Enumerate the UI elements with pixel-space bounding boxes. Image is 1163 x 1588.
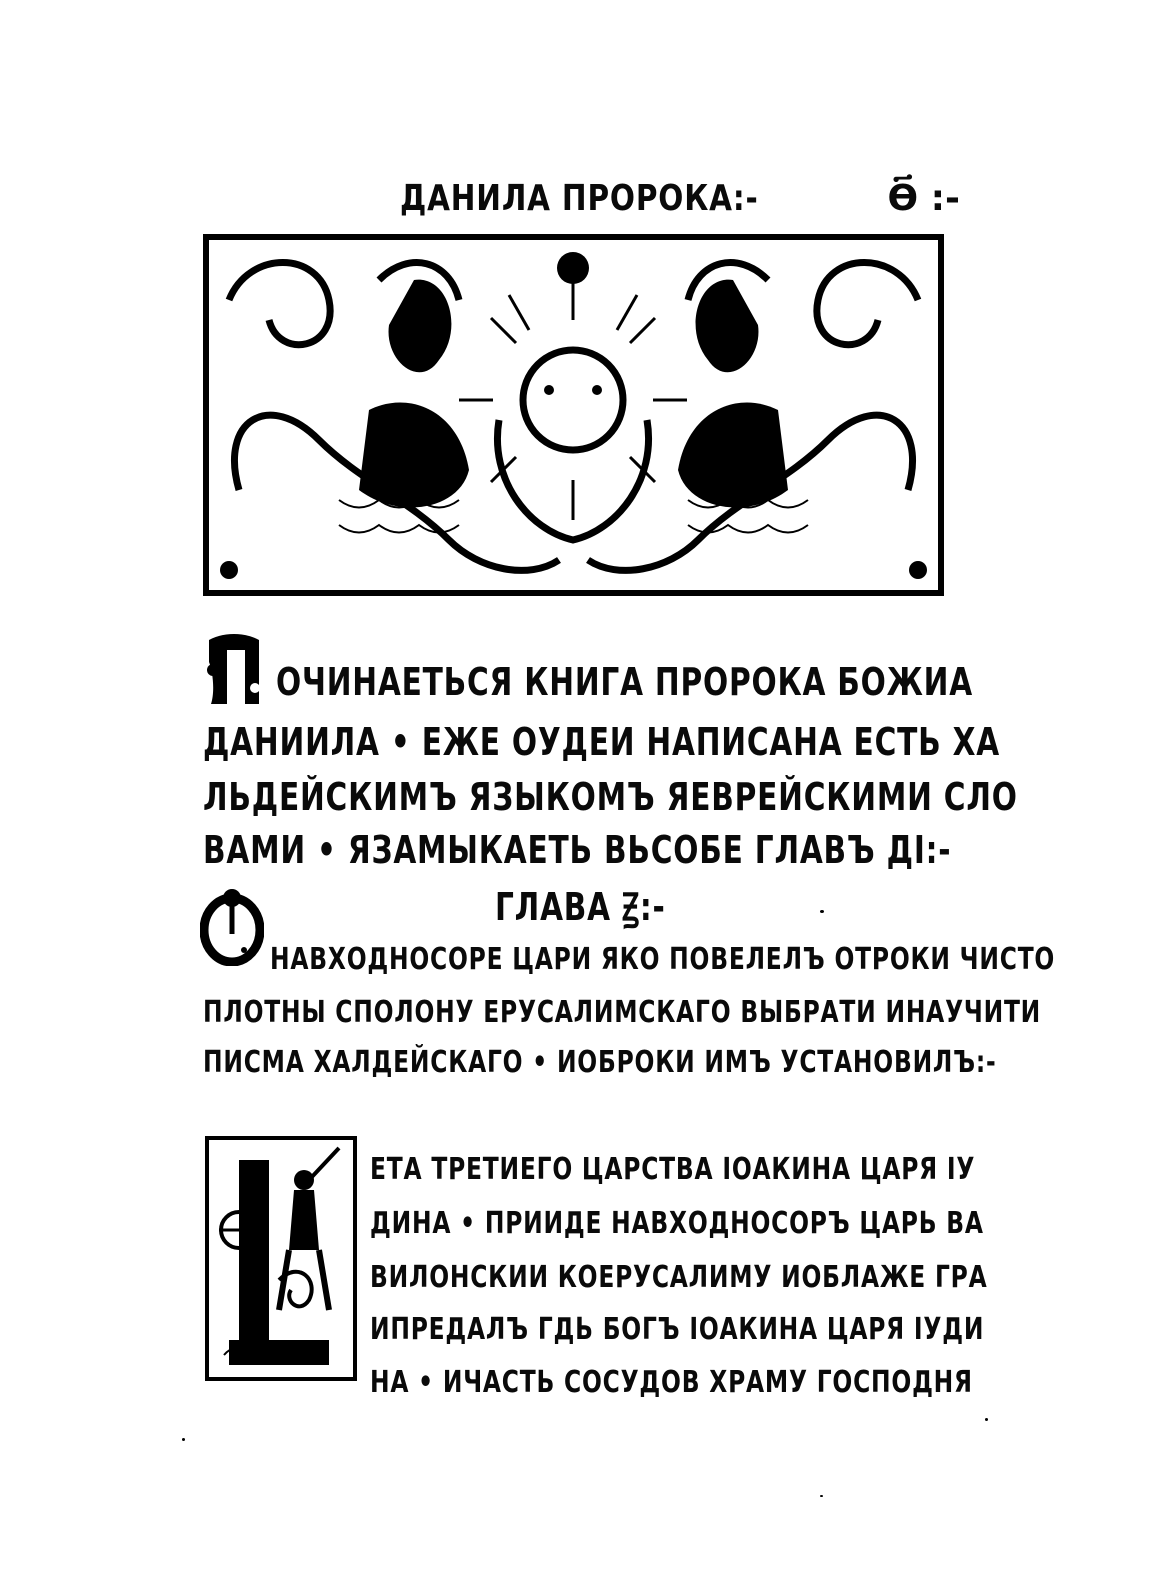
summary-line-2: ПЛОТНЫ СПОЛОНУ ЕРУСАЛИМСКАГО ВЫБРАТИ ИНАУЧИТИ <box>203 995 1042 1030</box>
initial-o-glyph-icon <box>200 884 264 966</box>
summary-line-1: НАВХОДНОСОРЕ ЦАРИ ЯКО ПОВЕЛЕЛЪ ОТРОКИ ЧИСТО <box>270 942 1056 977</box>
historiated-initial-icon <box>209 1140 353 1377</box>
ornamental-woodcut-headpiece-icon <box>209 240 938 590</box>
print-speck <box>820 910 824 913</box>
title-line-4: ВАМИ • ЯЗАМЫКАЕТЬ ВЬСОБЕ ГЛАВЪ ДІ:- <box>203 828 952 872</box>
initial-p-glyph-icon <box>205 632 265 707</box>
print-speck <box>985 1418 988 1421</box>
title-line-2: ДАНИИЛА • ЕЖЕ ОУДЕИ НАПИСАНА ЕСТЬ ХА <box>203 720 1000 764</box>
print-speck <box>820 1495 823 1497</box>
historiated-initial-l <box>205 1136 357 1381</box>
decorated-initial-o <box>200 884 264 966</box>
body-line-3: ВИЛОНСКИИ КОЕРУСАЛИМУ ИОБЛАЖЕ ГРА <box>370 1260 988 1295</box>
folio-number: Ѳ҃ :- <box>887 178 960 219</box>
print-speck <box>182 1438 185 1441</box>
page-header <box>400 178 960 226</box>
title-line-3: ЛЬДЕЙСКИМЪ ЯЗЫКОМЪ ЯЕВРЕЙСКИМИ СЛО <box>203 775 1018 819</box>
chapter-heading: ГЛАВА Ꙃ:- <box>495 885 666 929</box>
body-line-5: НА • ИЧАСТЬ СОСУДОВ ХРАМУ ГОСПОДНЯ <box>370 1365 973 1400</box>
body-line-4: ИПРЕДАЛЪ ГДЬ БОГЪ ІОАКИНА ЦАРЯ ІУДИ <box>370 1312 985 1347</box>
body-line-2: ДИНА • ПРИИДЕ НАВХОДНОСОРЪ ЦАРЬ ВА <box>370 1206 984 1241</box>
title-line-1: ОЧИНАЕТЬСЯ КНИГА ПРОРОКА БОЖИА <box>276 660 973 704</box>
decorated-initial-p <box>205 632 265 707</box>
body-line-1: ЕТА ТРЕТИЕГО ЦАРСТВА ІОАКИНА ЦАРЯ ІУ <box>370 1152 976 1187</box>
summary-line-3: ПИСМА ХАЛДЕЙСКАГО • ИОБРОКИ ИМЪ УСТАНОВИЛЪ:- <box>203 1045 997 1080</box>
running-title: ДАНИЛА ПРОРОКА:- <box>400 178 759 219</box>
ornamental-headpiece <box>203 234 944 596</box>
